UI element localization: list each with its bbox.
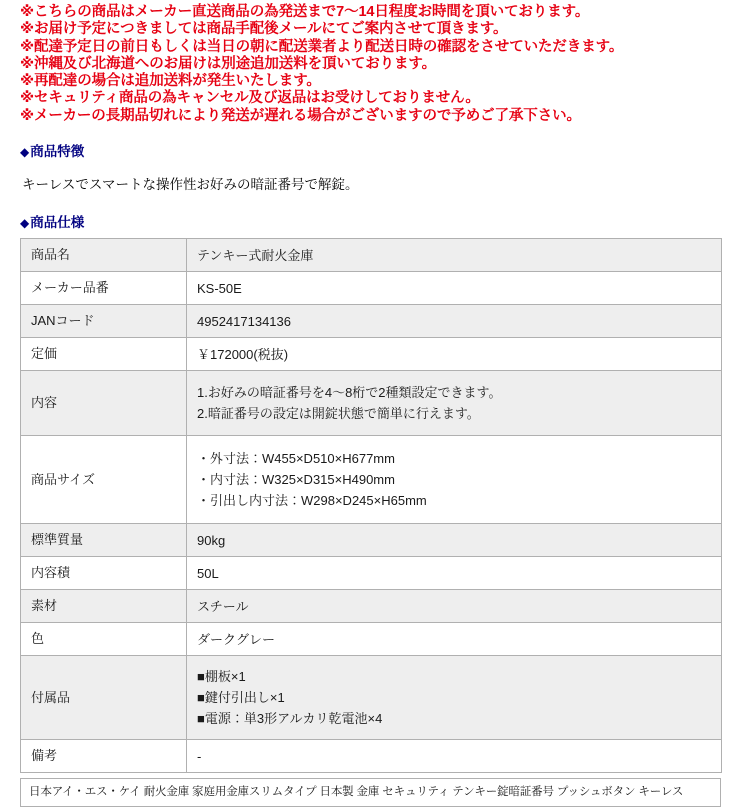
spec-label: 内容積 <box>21 557 187 590</box>
notice-line: ※配達予定日の前日もしくは当日の朝に配送業者より配送日時の確認をさせていただきます。 <box>20 38 624 55</box>
notice-line: ※こちらの商品はメーカー直送商品の為発送まで7～14日程度お時間を頂いております。 <box>20 4 590 20</box>
diamond-bullet-icon: ◆ <box>20 145 30 160</box>
table-row <box>21 590 722 623</box>
spec-value-line: ・引出し内寸法：W298×D245×H65mm <box>197 493 427 509</box>
table-row <box>21 557 722 590</box>
table-row <box>21 436 722 524</box>
notice-line: ※セキュリティ商品の為キャンセル及び返品はお受けしておりません。 <box>20 90 480 107</box>
product-spec-heading-label: 商品仕様 <box>30 215 85 231</box>
spec-value-line: ￥172000(税抜) <box>197 346 289 362</box>
spec-label: 内容 <box>21 371 187 436</box>
spec-label: 商品サイズ <box>21 436 187 524</box>
spec-value-line: ■鍵付引出し×1 <box>197 690 285 706</box>
spec-label: 商品名 <box>21 239 187 272</box>
spec-value-line: テンキー式耐火金庫 <box>197 247 314 263</box>
spec-label: 色 <box>21 623 187 656</box>
spec-value <box>187 524 722 557</box>
spec-value-line: ■電源：単3形アルカリ乾電池×4 <box>197 711 383 727</box>
table-row <box>21 272 722 305</box>
table-row <box>21 239 722 272</box>
spec-label: 備考 <box>21 740 187 773</box>
product-feature-heading <box>20 144 721 160</box>
spec-value <box>187 656 722 740</box>
spec-label: 標準質量 <box>21 524 187 557</box>
spec-value <box>187 305 722 338</box>
notice-line: ※お届け予定につきましては商品手配後メールにてご案内させて頂きます。 <box>20 21 508 38</box>
spec-value <box>187 740 722 773</box>
spec-value-line: 1.お好みの暗証番号を4～8桁で2種類設定できます。 <box>197 385 502 401</box>
spec-value-line: KS-50E <box>197 280 242 296</box>
spec-value-line: スチール <box>197 598 249 614</box>
product-spec-table <box>20 238 722 773</box>
spec-label: 素材 <box>21 590 187 623</box>
spec-value-line: 2.暗証番号の設定は開錠状態で簡単に行えます。 <box>197 406 480 422</box>
spec-value-line: 50L <box>197 565 219 581</box>
spec-value <box>187 436 722 524</box>
spec-value-line: 90kg <box>197 532 226 548</box>
spec-value-line: ダークグレー <box>197 631 276 647</box>
table-row <box>21 623 722 656</box>
spec-value <box>187 272 722 305</box>
spec-value-line: 4952417134136 <box>197 313 291 329</box>
diamond-bullet-icon: ◆ <box>20 216 30 231</box>
spec-value <box>187 371 722 436</box>
product-feature-heading-label: 商品特徴 <box>30 144 85 160</box>
product-spec-heading <box>20 215 721 231</box>
spec-value-line: ・内寸法：W325×D315×H490mm <box>197 472 395 488</box>
shipping-notice-list <box>20 4 721 125</box>
spec-label: 付属品 <box>21 656 187 740</box>
spec-value <box>187 239 722 272</box>
table-row <box>21 524 722 557</box>
table-row <box>21 740 722 773</box>
spec-label: 定価 <box>21 338 187 371</box>
spec-value <box>187 557 722 590</box>
spec-label: メーカー品番 <box>21 272 187 305</box>
spec-value-line: - <box>197 748 202 764</box>
table-row <box>21 305 722 338</box>
spec-label: JANコード <box>21 305 187 338</box>
product-keywords: 日本アイ・エス・ケイ 耐火金庫 家庭用金庫スリムタイプ 日本製 金庫 セキュリティ テンキー錠暗証番号 プッシュボタン キーレス <box>20 778 721 807</box>
spec-value <box>187 590 722 623</box>
notice-line: ※メーカーの長期品切れにより発送が遅れる場合がございますので予めご了承下さい。 <box>20 107 581 124</box>
notice-line: ※沖縄及び北海道へのお届けは別途追加送料を頂いております。 <box>20 55 437 72</box>
spec-value <box>187 623 722 656</box>
table-row <box>21 656 722 740</box>
table-row <box>21 338 722 371</box>
table-row <box>21 371 722 436</box>
product-feature-text: キーレスでスマートな操作性お好みの暗証番号で解錠。 <box>22 177 359 193</box>
spec-value-line: ・外寸法：W455×D510×H677mm <box>197 451 395 467</box>
spec-value <box>187 338 722 371</box>
notice-line: ※再配達の場合は追加送料が発生いたします。 <box>20 73 321 90</box>
spec-value-line: ■棚板×1 <box>197 669 246 685</box>
